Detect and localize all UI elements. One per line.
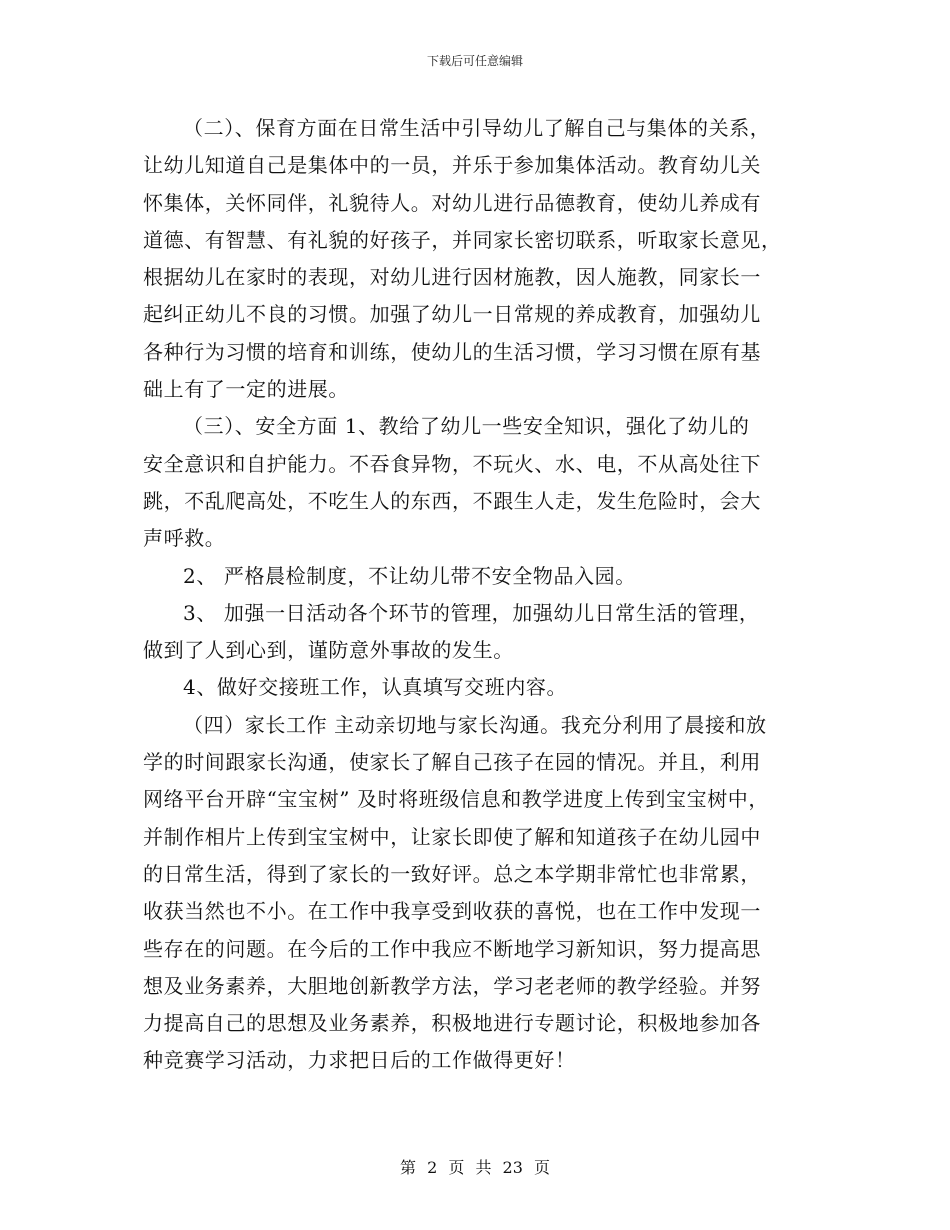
text-line: 道德、有智慧、有礼貌的好孩子，并同家长密切联系，听取家长意见， [143, 227, 782, 252]
text-line: 想及业务素养，大胆地创新教学方法，学习老老师的教学经验。并努 [143, 973, 761, 998]
text-line: 根据幼儿在家时的表现，对幼儿进行因材施教，因人施教，同家长一 [143, 265, 761, 290]
text-line: 声呼救。 [143, 526, 226, 551]
text-line: 起纠正幼儿不良的习惯。加强了幼儿一日常规的养成教育，加强幼儿 [143, 302, 761, 327]
text-line: 做到了人到心到，谨防意外事故的发生。 [143, 638, 514, 663]
text-line: 跳，不乱爬高处，不吃生人的东西，不跟生人走，发生危险时，会大 [143, 488, 761, 513]
text-line: 各种行为习惯的培育和训练，使幼儿的生活习惯，学习习惯在原有基 [143, 339, 761, 364]
text-line: 安全意识和自护能力。不吞食异物，不玩火、水、电，不从高处往下 [143, 451, 761, 476]
text-line: 2、 严格晨检制度，不让幼儿带不安全物品入园。 [183, 563, 636, 588]
text-line: 怀集体，关怀同伴，礼貌待人。对幼儿进行品德教育，使幼儿养成有 [143, 190, 761, 215]
text-line: 础上有了一定的进展。 [143, 377, 349, 402]
text-line: 收获当然也不小。在工作中我享受到收获的喜悦，也在工作中发现一 [143, 899, 761, 924]
text-line: 的日常生活，得到了家长的一致好评。总之本学期非常忙也非常累， [143, 861, 761, 886]
text-line: 学的时间跟家长沟通，使家长了解自己孩子在园的情况。并且，利用 [143, 750, 761, 775]
text-line: 网络平台开辟“宝宝树” 及时将班级信息和教学进度上传到宝宝树中， [143, 787, 770, 812]
body-text [143, 110, 823, 1080]
text-line: 并制作相片上传到宝宝树中，让家长即使了解和知道孩子在幼儿园中 [143, 824, 761, 849]
text-line: （四）家长工作 主动亲切地与家长沟通。我充分利用了晨接和放 [183, 712, 767, 737]
page-number: 第 2 页 共 23 页 [400, 1158, 550, 1177]
text-line: 4、做好交接班工作，认真填写交班内容。 [183, 675, 568, 700]
text-line: 种竞赛学习活动，力求把日后的工作做得更好！ [143, 1048, 576, 1073]
text-line: 3、 加强一日活动各个环节的管理，加强幼儿日常生活的管理， [183, 600, 760, 625]
text-line: 力提高自己的思想及业务素养，积极地进行专题讨论，积极地参加各 [143, 1011, 761, 1036]
text-line: 些存在的问题。在今后的工作中我应不断地学习新知识，努力提高思 [143, 936, 761, 961]
text-line: （二）、保育方面在日常生活中引导幼儿了解自己与集体的关系， [183, 116, 771, 140]
text-line: 让幼儿知道自己是集体中的一员，并乐于参加集体活动。教育幼儿关 [143, 153, 761, 178]
text-line: （三）、安全方面 1、教给了幼儿一些安全知识，强化了幼儿的 [183, 414, 750, 439]
page-header-note: 下载后可任意编辑 [426, 54, 523, 68]
